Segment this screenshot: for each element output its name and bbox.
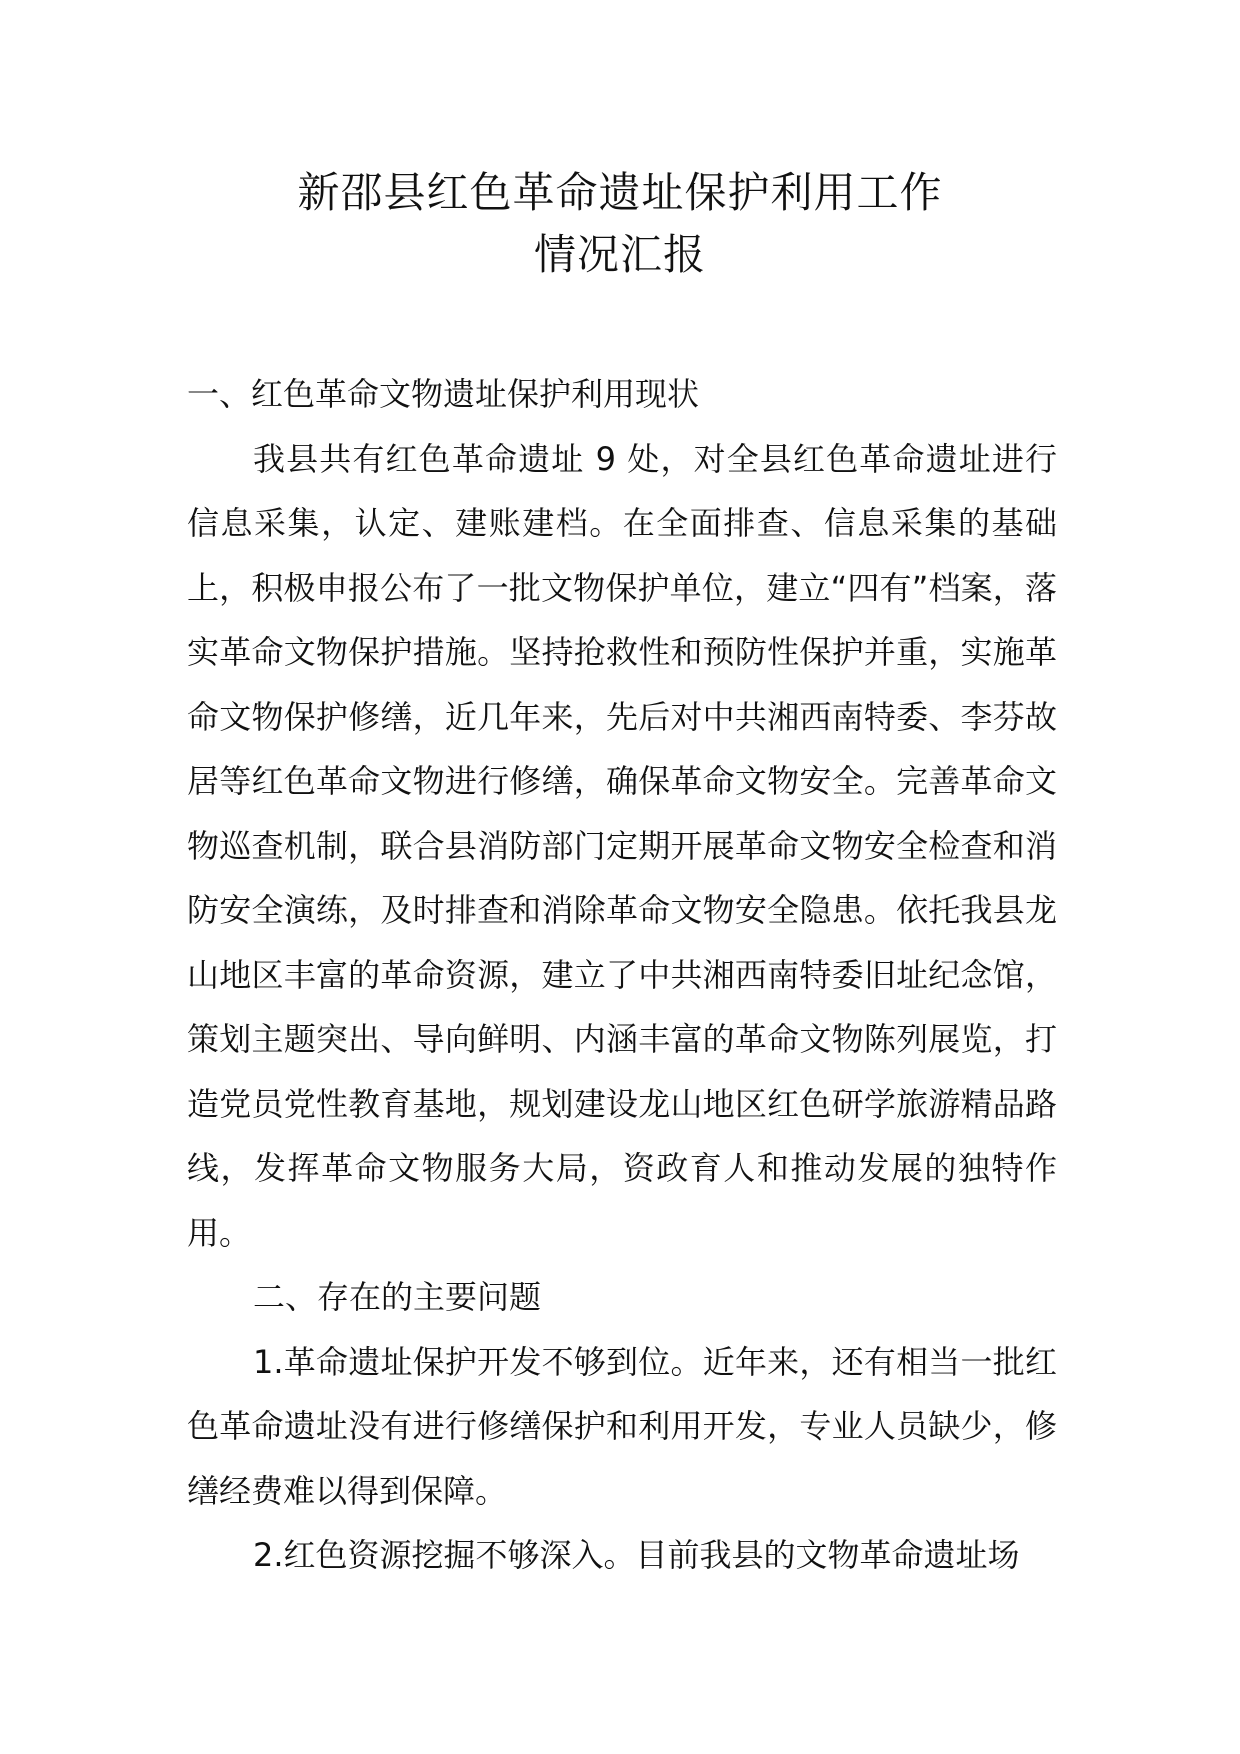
section-1-heading: 一、红色革命文物遗址保护利用现状	[187, 375, 700, 413]
title-line-2: 情况汇报	[533, 230, 706, 279]
section-1-paragraph: 我县共有红色革命遗址 9 处，对全县红色革命遗址进行信息采集，认定、建账建档。在全面排查、信息采集的基础上，积极申报公布了一批文物保护单位，建立“四有”档案，落实革命文物保护措施。坚持抢救性和预防性保护并重，实施革命文物保护修缮，近几年来，先后对中共湘西南特委、李芬故居等红色革命文物进行修缮，确保革命文物安全。完善革命文物巡查机制，联合县消防部门定期开展革命文物安全检查和消防安全演练，及时排查和消除革命文物安全隐患。依托我县龙山地区丰富的革命资源，建立了中共湘西南特委旧址纪念馆，策划主题突出、导向鲜明、内涵丰富的革命文物陈列展览，打造党员党性教育基地，规划建设龙山地区红色研学旅游精品路线，发挥革命文物服务大局，资政育人和推动发展的独特作用。	[187, 439, 1057, 1252]
document-body	[187, 362, 1057, 1588]
item-1-paragraph: 1.革命遗址保护开发不够到位。近年来，还有相当一批红色革命遗址没有进行修缮保护和利用开发，专业人员缺少，修缮经费难以得到保障。	[187, 1342, 1057, 1510]
section-2-heading: 二、存在的主要问题	[253, 1278, 542, 1316]
document-title	[0, 162, 1240, 286]
item-2-paragraph: 2.红色资源挖掘不够深入。目前我县的文物革命遗址场	[253, 1536, 1020, 1574]
title-line-1: 新邵县红色革命遗址保护利用工作	[297, 168, 943, 217]
